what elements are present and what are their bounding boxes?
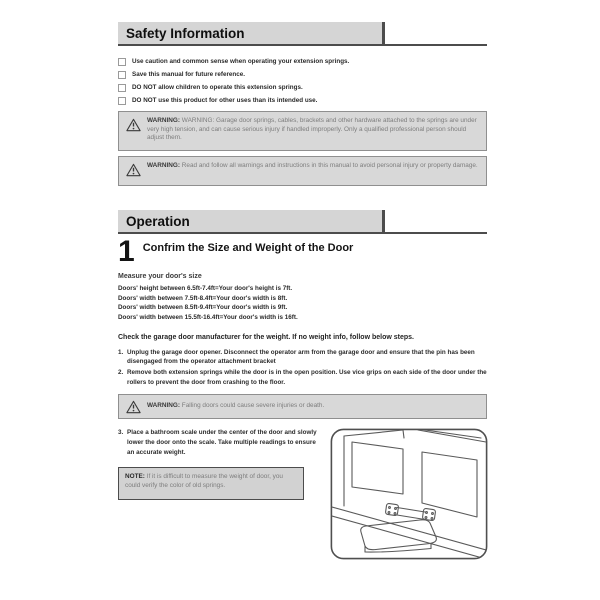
measure-door-size-block <box>118 273 298 322</box>
warning-box-read-manual <box>118 156 487 186</box>
checklist-item <box>118 94 349 107</box>
operation-header-rule <box>118 232 487 234</box>
checklist-item-text: DO NOT use this product for other uses than its intended use. <box>132 97 318 104</box>
checklist-item-text: DO NOT allow children to operate this extension springs. <box>132 84 303 91</box>
warning-text <box>147 162 478 181</box>
warning-box-falling-doors <box>118 394 487 419</box>
note-body: If it is difficult to measure the weight of door, you could verify the color of old springs. <box>125 473 283 489</box>
warning-text <box>147 402 324 411</box>
operation-steps <box>118 348 490 389</box>
step-item-number: 3. <box>118 429 124 436</box>
step-item-number: 2. <box>118 369 124 377</box>
checkbox-icon <box>118 97 126 105</box>
operation-header-bar <box>118 210 385 232</box>
step-title: Confrim the Size and Weight of the Door <box>142 242 354 254</box>
checklist-item <box>118 55 349 68</box>
step-item <box>118 428 323 458</box>
warning-triangle-icon <box>126 163 141 177</box>
note-label: NOTE: <box>125 473 145 480</box>
checkbox-icon <box>118 84 126 92</box>
operation-section-title: Operation <box>126 213 190 229</box>
garage-door-scale-illustration <box>330 428 488 560</box>
checklist-item <box>118 81 349 94</box>
measure-line: Doors' height between 6.5ft-7.4ft=Your door's height is 7ft. <box>118 285 293 292</box>
measure-line: Doors' width between 8.5ft-9.4ft=Your door's width is 9ft. <box>118 304 288 311</box>
safety-header-bar <box>118 22 385 44</box>
safety-section-header <box>118 22 487 46</box>
warning-triangle-icon <box>126 400 141 414</box>
note-box <box>118 467 304 500</box>
measure-heading: Measure your door's size <box>118 273 202 280</box>
garage-door-scale-drawing <box>330 428 488 560</box>
warning-body: WARNING: Garage door springs, cables, brackets and other hardware attached to the springs are under very high tension, and can cause serious injury if handled improperly. Only a qualified professional person should adjust them. <box>147 117 477 142</box>
measure-line: Doors' width between 7.5ft-8.4ft=Your door's width is 8ft. <box>118 294 288 302</box>
warning-text <box>147 117 478 146</box>
step-1-heading <box>118 235 354 268</box>
step-item-text: Remove both extension springs while the door is in the open position. Use vice grips on each side of the door under the rollers to prevent the door from crashing to the floor. <box>127 369 487 386</box>
checkbox-icon <box>118 58 126 66</box>
step-item <box>118 368 490 386</box>
warning-label: WARNING: <box>147 162 181 169</box>
step-item <box>118 348 490 366</box>
step-number: 1 <box>118 235 134 268</box>
warning-label: WARNING: <box>147 402 181 410</box>
checklist-item-text: Use caution and common sense when operating your extension springs. <box>132 58 350 65</box>
checklist-item-text: Save this manual for future reference. <box>132 71 246 78</box>
safety-section-title: Safety Information <box>126 25 245 41</box>
step-item-text: Unplug the garage door opener. Disconnect the operator arm from the garage door and ensure that the pin has been disengaged from the operator attachment bracket <box>127 349 475 366</box>
safety-header-rule <box>118 44 487 46</box>
measure-line: Doors' width between 15.5ft-16.4ft=Your door's width is 16ft. <box>118 313 298 321</box>
warning-triangle-icon <box>126 118 141 132</box>
safety-checklist <box>118 55 349 107</box>
operation-section-header <box>118 210 487 234</box>
warning-label: WARNING: <box>147 117 181 124</box>
warning-body: Read and follow all warnings and instructions in this manual to avoid personal injury or property damage. <box>181 162 478 169</box>
checkbox-icon <box>118 71 126 79</box>
step-item-number: 1. <box>118 349 124 356</box>
step-item-text: Place a bathroom scale under the center of the door and slowly lower the door onto the scale. Take multiple readings to ensure an accurate weight. <box>127 429 317 456</box>
warning-body: Falling doors could cause severe injuries or death. <box>181 402 325 410</box>
checklist-item <box>118 68 349 81</box>
check-manufacturer-text: Check the garage door manufacturer for the weight. If no weight info, follow below steps. <box>118 334 414 341</box>
warning-box-springs <box>118 111 487 151</box>
